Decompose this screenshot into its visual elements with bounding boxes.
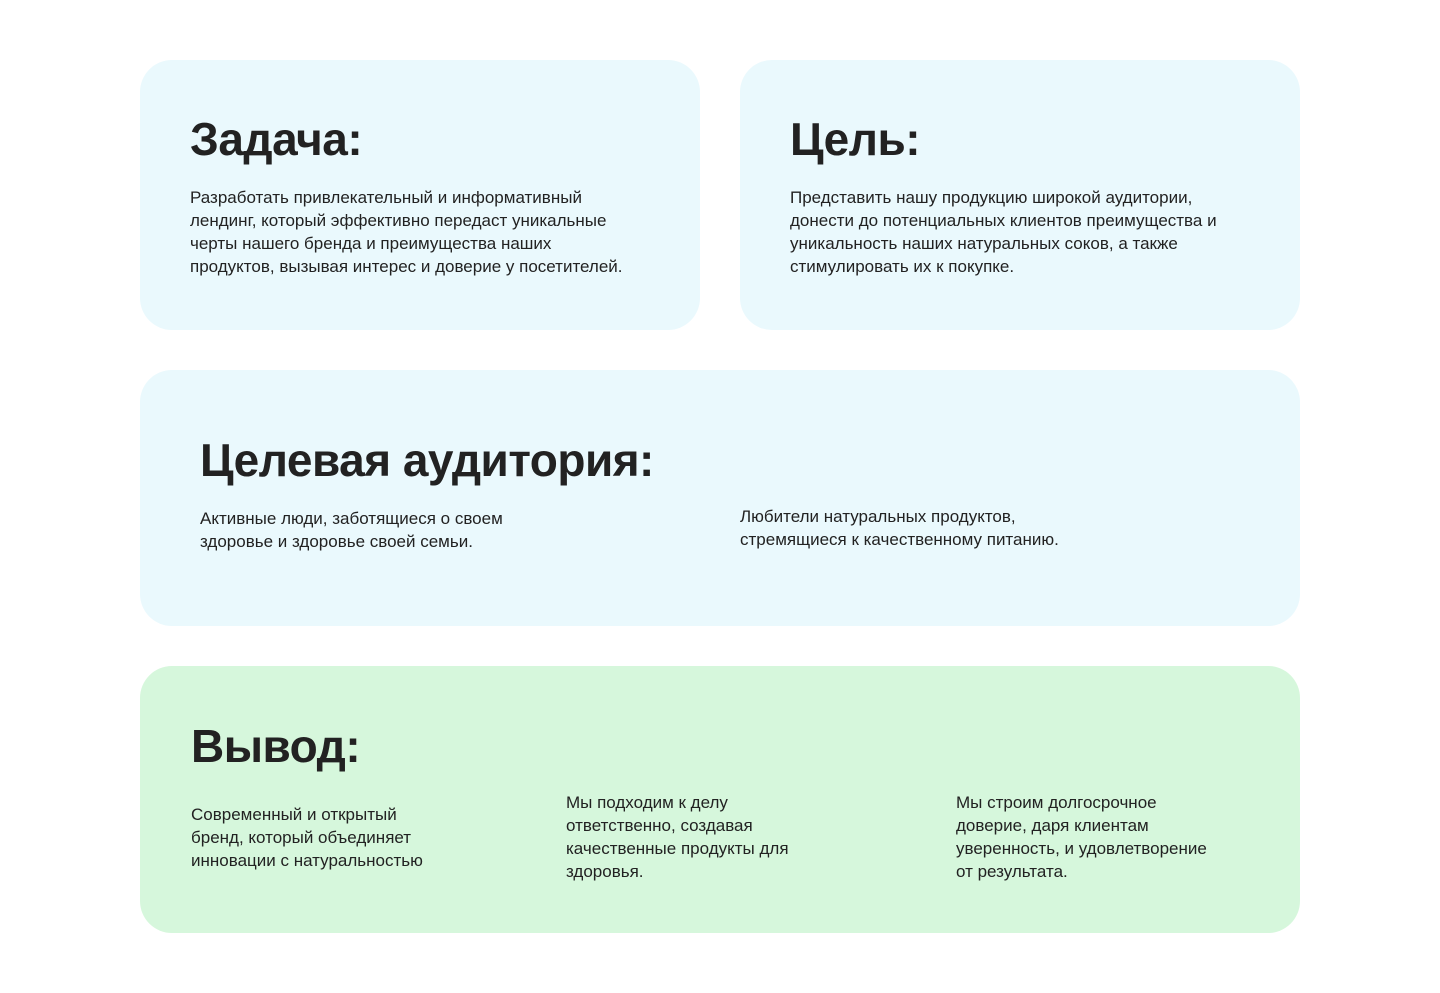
audience-card xyxy=(140,370,1300,626)
conclusion-card xyxy=(140,666,1300,933)
goal-card xyxy=(740,60,1300,330)
task-heading: Задача: xyxy=(190,113,363,165)
audience-segment-active-people: Активные люди, заботящиеся о своем здоровье и здоровье своей семьи. xyxy=(200,509,503,551)
audience-heading: Целевая аудитория: xyxy=(200,434,654,486)
audience-segment-natural-lovers: Любители натуральных продуктов, стремящиеся к качественному питанию. xyxy=(740,507,1059,549)
goal-description: Представить нашу продукцию широкой аудитории, донести до потенциальных клиентов преимущества и уникальность наших натуральных соков, а также стимулировать их к покупке. xyxy=(790,188,1217,276)
conclusion-point-responsibility: Мы подходим к делу ответственно, создавая качественные продукты для здоровья. xyxy=(566,793,789,881)
conclusion-point-modern-brand: Современный и открытый бренд, который объединяет инновации с натуральностью xyxy=(191,805,423,870)
goal-heading: Цель: xyxy=(790,113,921,165)
task-card xyxy=(140,60,700,330)
conclusion-heading: Вывод: xyxy=(191,720,361,772)
conclusion-point-trust: Мы строим долгосрочное доверие, даря клиентам уверенность, и удовлетворение от результата. xyxy=(956,793,1207,881)
task-description: Разработать привлекательный и информативный лендинг, который эффективно передаст уникальные черты нашего бренда и преимущества наших продуктов, вызывая интерес и доверие у посетителей. xyxy=(190,188,623,276)
